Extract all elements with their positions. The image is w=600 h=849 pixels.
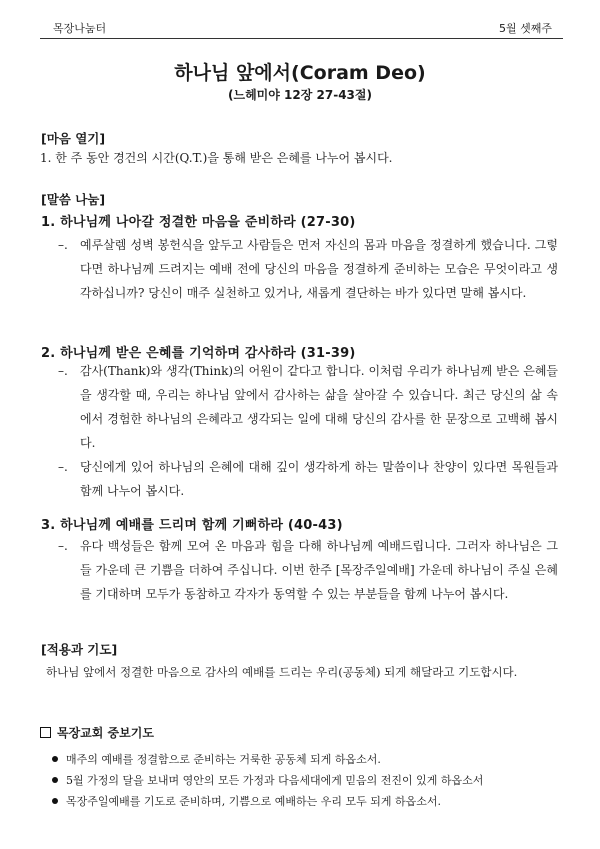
item-marker: –.: [58, 238, 68, 252]
opening-question: 1. 한 주 동안 경건의 시간(Q.T.)을 통해 받은 은혜를 나누어 봅시다.: [40, 151, 393, 165]
bullet-icon: [52, 798, 58, 804]
point-2-question-1: [58, 359, 558, 455]
document-title: 하나님 앞에서(Coram Deo): [174, 62, 426, 84]
application-heading: [적용과 기도]: [41, 642, 118, 657]
item-marker: –.: [58, 539, 68, 553]
prayer-item: [52, 793, 441, 809]
prayer-heading-label: 목장교회 중보기도: [57, 726, 154, 740]
prayer-heading: [40, 724, 154, 741]
sharing-heading: [말씀 나눔]: [41, 192, 106, 207]
item-marker: –.: [58, 364, 68, 378]
prayer-item-text: 목장주일예배를 기도로 준비하며, 기쁨으로 예배하는 우리 모두 되게 하옵소서.: [66, 795, 441, 808]
item-marker: –.: [58, 460, 68, 474]
question-text: 감사(Thank)와 생각(Think)의 어원이 같다고 합니다. 이처럼 우리가 하나님께 받은 은혜들을 생각할 때, 우리는 하나님 앞에서 감사하는 삶을 살아갈 수 있습니다. 최근 당신의 삶 속에서 경험한 하나님의 은혜라고 생각되는 일에 대해 당신의 감사를 한 문장으로 고백해 봅시다.: [80, 364, 558, 450]
prayer-item-text: 매주의 예배를 정결함으로 준비하는 거룩한 공동체 되게 하옵소서.: [66, 753, 381, 766]
point-1-title: 1. 하나님께 나아갈 정결한 마음을 준비하라 (27-30): [41, 215, 356, 230]
application-text: 하나님 앞에서 정결한 마음으로 감사의 예배를 드리는 우리(공동체) 되게 해달라고 기도합시다.: [46, 665, 518, 679]
header-group-name: 목장나눔터: [53, 22, 107, 35]
bullet-icon: [52, 756, 58, 762]
point-3-question: [58, 534, 558, 606]
prayer-item-text: 5월 가정의 달을 보내며 영안의 모든 가정과 다음세대에게 믿음의 전진이 있게 하옵소서: [66, 774, 484, 787]
bullet-icon: [52, 777, 58, 783]
point-2-title: 2. 하나님께 받은 은혜를 기억하며 감사하라 (31-39): [41, 346, 356, 361]
header-divider: [40, 38, 563, 39]
opening-heading: [마음 열기]: [41, 131, 106, 146]
point-1-question: [58, 233, 558, 305]
prayer-item: [52, 772, 483, 788]
point-3-title: 3. 하나님께 예배를 드리며 함께 기뻐하라 (40-43): [41, 518, 343, 533]
question-text: 예루살렘 성벽 봉헌식을 앞두고 사람들은 먼저 자신의 몸과 마음을 정결하게 했습니다. 그렇다면 하나님께 드려지는 예배 전에 당신의 마음을 정결하게 준비하는 모습은 무엇이라고 생각하십니까? 당신이 매주 실천하고 있거나, 새롭게 결단하는 바가 있다면 말해 봅시다.: [80, 238, 558, 300]
question-text: 당신에게 있어 하나님의 은혜에 대해 깊이 생각하게 하는 말씀이나 찬양이 있다면 목원들과 함께 나누어 봅시다.: [80, 460, 558, 498]
checkbox-square-icon: [40, 727, 51, 738]
header-week: 5월 셋째주: [499, 22, 552, 35]
scripture-reference: (느헤미야 12장 27-43절): [228, 88, 372, 102]
prayer-item: [52, 751, 381, 767]
question-text: 유다 백성들은 함께 모여 온 마음과 힘을 다해 하나님께 예배드립니다. 그러자 하나님은 그들 가운데 큰 기쁨을 더하여 주십니다. 이번 한주 [목장주일예배] 가운데 하나님이 주실 은혜를 기대하며 모두가 동참하고 각자가 동역할 수 있는 부분들을 함께 나누어 봅시다.: [80, 539, 558, 601]
point-2-question-2: [58, 455, 558, 503]
